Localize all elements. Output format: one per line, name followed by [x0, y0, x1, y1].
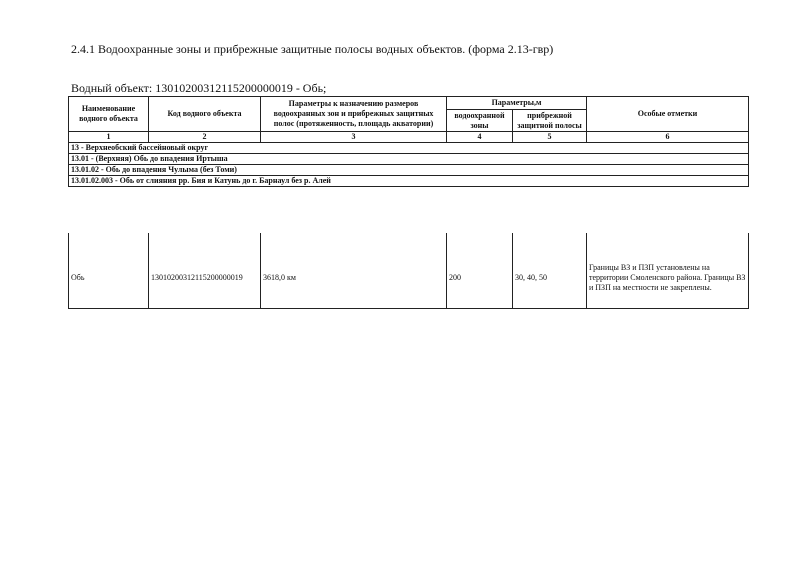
cell-length: 3618,0 км [261, 248, 447, 309]
column-number: 1 [69, 132, 149, 143]
group-row-subbasin: 13.01 - (Верхняя) Обь до впадения Иртыша [69, 154, 749, 165]
table-spacer-row [69, 233, 749, 248]
header-coastal-strip: прибрежной защитной полосы [513, 110, 587, 132]
column-numbers-row [69, 132, 749, 143]
table-row [69, 248, 749, 309]
group-row-basin: 13 - Верхнеобский бассейновый округ [69, 143, 749, 154]
group-row-section: 13.01.02 - Обь до впадения Чулыма (без Томи) [69, 165, 749, 176]
header-params-assign: Параметры к назначению размеров водоохранных зон и прибрежных защитных полос (протяженность, площадь акватории) [261, 97, 447, 132]
cell-water-zone: 200 [447, 248, 513, 309]
header-notes: Особые отметки [587, 97, 749, 132]
header-params-m: Параметры,м [447, 97, 587, 110]
data-table [68, 233, 749, 309]
header-water-zone: водоохранной зоны [447, 110, 513, 132]
column-number: 2 [149, 132, 261, 143]
cell-coastal-strip: 30, 40, 50 [513, 248, 587, 309]
group-row-subsection: 13.01.02.003 - Обь от слияния рр. Бия и Катунь до г. Барнаул без р. Алей [69, 176, 749, 187]
section-heading: 2.4.1 Водоохранные зоны и прибрежные защитные полосы водных объектов. (форма 2.13-гвр) [71, 42, 554, 56]
column-number: 4 [447, 132, 513, 143]
header-name: Наименование водного объекта [69, 97, 149, 132]
cell-name: Обь [69, 248, 149, 309]
column-number: 6 [587, 132, 749, 143]
column-number: 5 [513, 132, 587, 143]
table-header [68, 96, 749, 187]
column-number: 3 [261, 132, 447, 143]
cell-notes: Границы ВЗ и ПЗП установлены на территории Смоленского района. Границы ВЗ и ПЗП на местности не закреплены. [587, 248, 749, 309]
water-object-line: Водный объект: 13010200312115200000019 - Обь; [71, 81, 327, 95]
header-code: Код водного объекта [149, 97, 261, 132]
cell-code: 13010200312115200000019 [149, 248, 261, 309]
